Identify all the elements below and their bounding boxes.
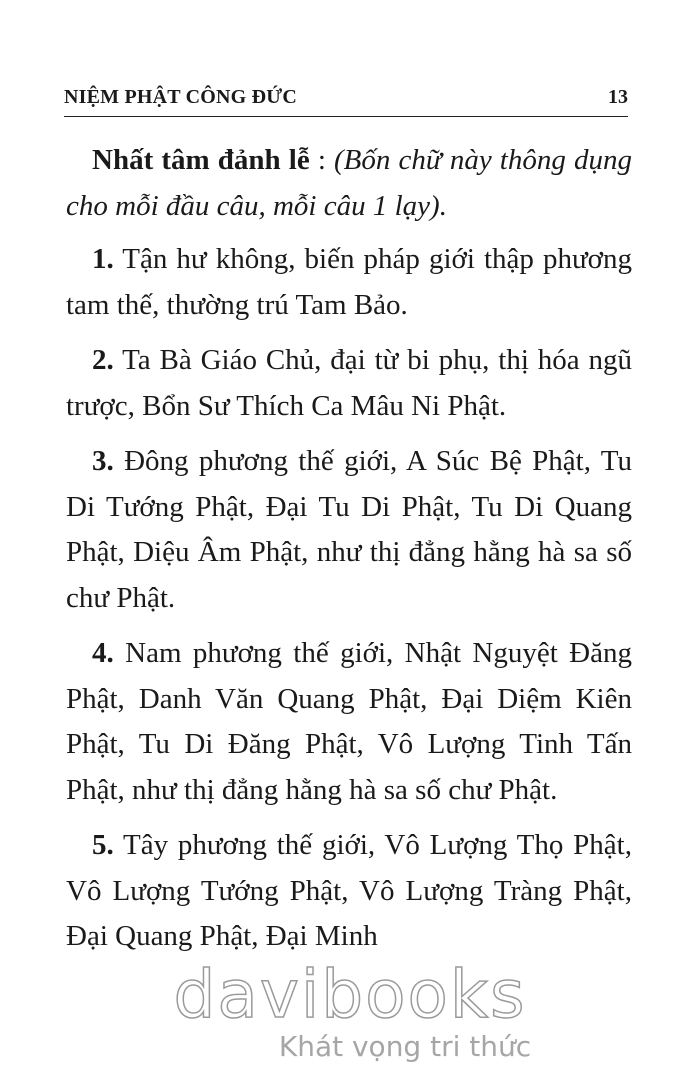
item-number: 2.	[92, 344, 114, 376]
item-number: 5.	[92, 829, 114, 861]
item-paragraph	[66, 439, 632, 621]
item-number: 3.	[92, 445, 114, 477]
item-text: Ta Bà Giáo Chủ, đại từ bi phụ, thị hóa ngũ trược, Bổn Sư Thích Ca Mâu Ni Phật.	[66, 344, 632, 422]
running-header	[64, 84, 628, 117]
watermark-tagline: Khát vọng tri thức	[278, 1030, 532, 1063]
intro-separator: :	[309, 144, 335, 176]
page-body	[66, 138, 632, 970]
item-text: Tây phương thế giới, Vô Lượng Thọ Phật, Vô Lượng Tướng Phật, Vô Lượng Tràng Phật, Đại Quang Phật, Đại Minh	[66, 829, 632, 952]
watermark	[150, 956, 550, 1072]
item-text: Đông phương thế giới, A Súc Bệ Phật, Tu Di Tướng Phật, Đại Tu Di Phật, Tu Di Quang Phật, Diệu Âm Phật, như thị đẳng hằng hà sa số chư Phật.	[66, 445, 632, 614]
intro-bold: Nhất tâm đảnh lễ	[92, 144, 310, 176]
item-text: Nam phương thế giới, Nhật Nguyệt Đăng Phật, Danh Văn Quang Phật, Đại Diệm Kiên Phật, Tu Di Đăng Phật, Vô Lượng Tinh Tấn Phật, như thị đẳng hằng hà sa số chư Phật.	[66, 637, 632, 806]
item-number: 4.	[92, 637, 114, 669]
item-text: Tận hư không, biến pháp giới thập phương tam thế, thường trú Tam Bảo.	[66, 243, 632, 321]
item-paragraph	[66, 823, 632, 960]
watermark-brand: davibooks	[173, 956, 527, 1033]
page-number: 13	[608, 86, 628, 108]
item-paragraph	[66, 631, 632, 813]
header-title: NIỆM PHẬT CÔNG ĐỨC	[64, 86, 298, 108]
item-paragraph	[66, 338, 632, 429]
item-paragraph	[66, 237, 632, 328]
item-number: 1.	[92, 243, 114, 275]
intro-note: (Bốn chữ này thông dụng cho mỗi đầu câu, mỗi câu 1 lạy).	[66, 144, 632, 222]
intro-paragraph	[66, 138, 632, 229]
